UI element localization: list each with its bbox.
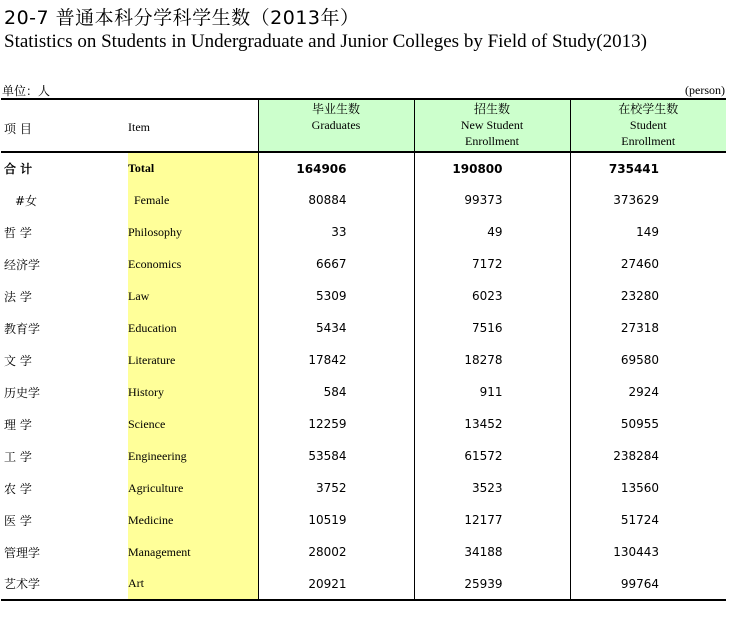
- cell-student-enrollment: 238284: [570, 440, 726, 472]
- cell-graduates: 80884: [258, 184, 414, 216]
- table-row: [1, 280, 726, 312]
- row-label-chinese: 工 学: [4, 449, 32, 464]
- table-row: [1, 504, 726, 536]
- table-row: [1, 536, 726, 568]
- cell-new-enrollment: 61572: [414, 440, 570, 472]
- header-new-enrollment-english-1: New Student: [460, 118, 524, 132]
- row-label-english: History: [128, 376, 258, 408]
- cell-new-enrollment: 3523: [414, 472, 570, 504]
- cell-student-enrollment: 69580: [570, 344, 726, 376]
- table-row: [1, 440, 726, 472]
- row-label-english: Science: [128, 408, 258, 440]
- table-row: [1, 248, 726, 280]
- cell-student-enrollment: 27460: [570, 248, 726, 280]
- row-label-chinese: #女: [15, 193, 38, 208]
- cell-new-enrollment: 911: [414, 376, 570, 408]
- table-row: [1, 408, 726, 440]
- row-label-english: Medicine: [128, 504, 258, 536]
- row-label-english: Philosophy: [128, 216, 258, 248]
- cell-graduates: 28002: [258, 536, 414, 568]
- cell-new-enrollment: 99373: [414, 184, 570, 216]
- header-graduates-english: Graduates: [311, 118, 361, 132]
- cell-student-enrollment: 149: [570, 216, 726, 248]
- row-label-english: Education: [128, 312, 258, 344]
- cell-student-enrollment: 50955: [570, 408, 726, 440]
- cell-student-enrollment: 99764: [570, 568, 726, 600]
- cell-new-enrollment: 25939: [414, 568, 570, 600]
- cell-graduates: 20921: [258, 568, 414, 600]
- cell-student-enrollment: 2924: [570, 376, 726, 408]
- cell-new-enrollment: 13452: [414, 408, 570, 440]
- cell-student-enrollment: 735441: [570, 152, 726, 184]
- header-graduates-chinese: 毕业生数: [311, 102, 360, 116]
- unit-label-english: (person): [685, 83, 725, 97]
- row-label-english: Management: [128, 536, 258, 568]
- row-label-english: Engineering: [128, 440, 258, 472]
- header-new-enrollment-english-2: Enrollment: [465, 134, 519, 148]
- header-graduates: [258, 99, 414, 152]
- cell-graduates: 3752: [258, 472, 414, 504]
- row-label-english: Art: [128, 568, 258, 600]
- header-item-english: Item: [128, 99, 258, 152]
- cell-student-enrollment: 27318: [570, 312, 726, 344]
- cell-graduates: 5434: [258, 312, 414, 344]
- row-label-english: Law: [128, 280, 258, 312]
- row-label-chinese: 合 计: [4, 162, 33, 176]
- cell-graduates: 17842: [258, 344, 414, 376]
- cell-new-enrollment: 190800: [414, 152, 570, 184]
- table-row: [1, 152, 726, 184]
- table-title-english: Statistics on Students in Undergraduate and Junior Colleges by Field of Study(2013): [4, 31, 647, 52]
- row-label-chinese: 经济学: [4, 257, 41, 272]
- cell-student-enrollment: 373629: [570, 184, 726, 216]
- cell-student-enrollment: 51724: [570, 504, 726, 536]
- cell-graduates: 584: [258, 376, 414, 408]
- cell-graduates: 33: [258, 216, 414, 248]
- cell-new-enrollment: 6023: [414, 280, 570, 312]
- cell-graduates: 12259: [258, 408, 414, 440]
- row-label-english: Agriculture: [128, 472, 258, 504]
- header-student-enrollment-english-1: Student: [629, 118, 667, 132]
- cell-graduates: 6667: [258, 248, 414, 280]
- header-item-chinese: 项 目: [1, 99, 128, 152]
- table-row: [1, 568, 726, 600]
- row-label-chinese: 文 学: [4, 353, 32, 368]
- row-label-chinese: 农 学: [4, 481, 32, 496]
- cell-graduates: 10519: [258, 504, 414, 536]
- cell-graduates: 53584: [258, 440, 414, 472]
- cell-student-enrollment: 130443: [570, 536, 726, 568]
- statistics-table: [1, 98, 726, 601]
- row-label-english: Literature: [128, 344, 258, 376]
- row-label-chinese: 哲 学: [4, 225, 32, 240]
- table-row: [1, 312, 726, 344]
- row-label-chinese: 法 学: [4, 289, 32, 304]
- table-title-chinese: 20-7 普通本科分学科学生数（2013年）: [4, 7, 360, 29]
- table-row: [1, 344, 726, 376]
- row-label-chinese: 教育学: [4, 321, 41, 336]
- row-label-english: Economics: [128, 248, 258, 280]
- row-label-english: Total: [128, 152, 258, 184]
- cell-graduates: 164906: [258, 152, 414, 184]
- cell-student-enrollment: 23280: [570, 280, 726, 312]
- header-student-enrollment: [570, 99, 726, 152]
- cell-new-enrollment: 34188: [414, 536, 570, 568]
- cell-new-enrollment: 7516: [414, 312, 570, 344]
- header-student-enrollment-chinese: 在校学生数: [618, 102, 679, 116]
- header-student-enrollment-english-2: Enrollment: [621, 134, 676, 148]
- cell-new-enrollment: 49: [414, 216, 570, 248]
- row-label-chinese: 历史学: [4, 385, 41, 400]
- row-label-chinese: 理 学: [4, 417, 32, 432]
- table-header-row: [1, 99, 726, 152]
- table-row: [1, 184, 726, 216]
- header-new-enrollment-chinese: 招生数: [473, 102, 510, 116]
- cell-new-enrollment: 18278: [414, 344, 570, 376]
- table-row: [1, 376, 726, 408]
- row-label-chinese: 管理学: [4, 545, 41, 560]
- cell-new-enrollment: 7172: [414, 248, 570, 280]
- unit-label-chinese: 单位：人: [2, 84, 51, 98]
- table-row: [1, 472, 726, 504]
- row-label-chinese: 医 学: [4, 513, 32, 528]
- row-label-english: Female: [128, 184, 258, 216]
- row-label-chinese: 艺术学: [1, 568, 128, 600]
- header-new-enrollment: [414, 99, 570, 152]
- cell-new-enrollment: 12177: [414, 504, 570, 536]
- cell-graduates: 5309: [258, 280, 414, 312]
- table-row: [1, 216, 726, 248]
- cell-student-enrollment: 13560: [570, 472, 726, 504]
